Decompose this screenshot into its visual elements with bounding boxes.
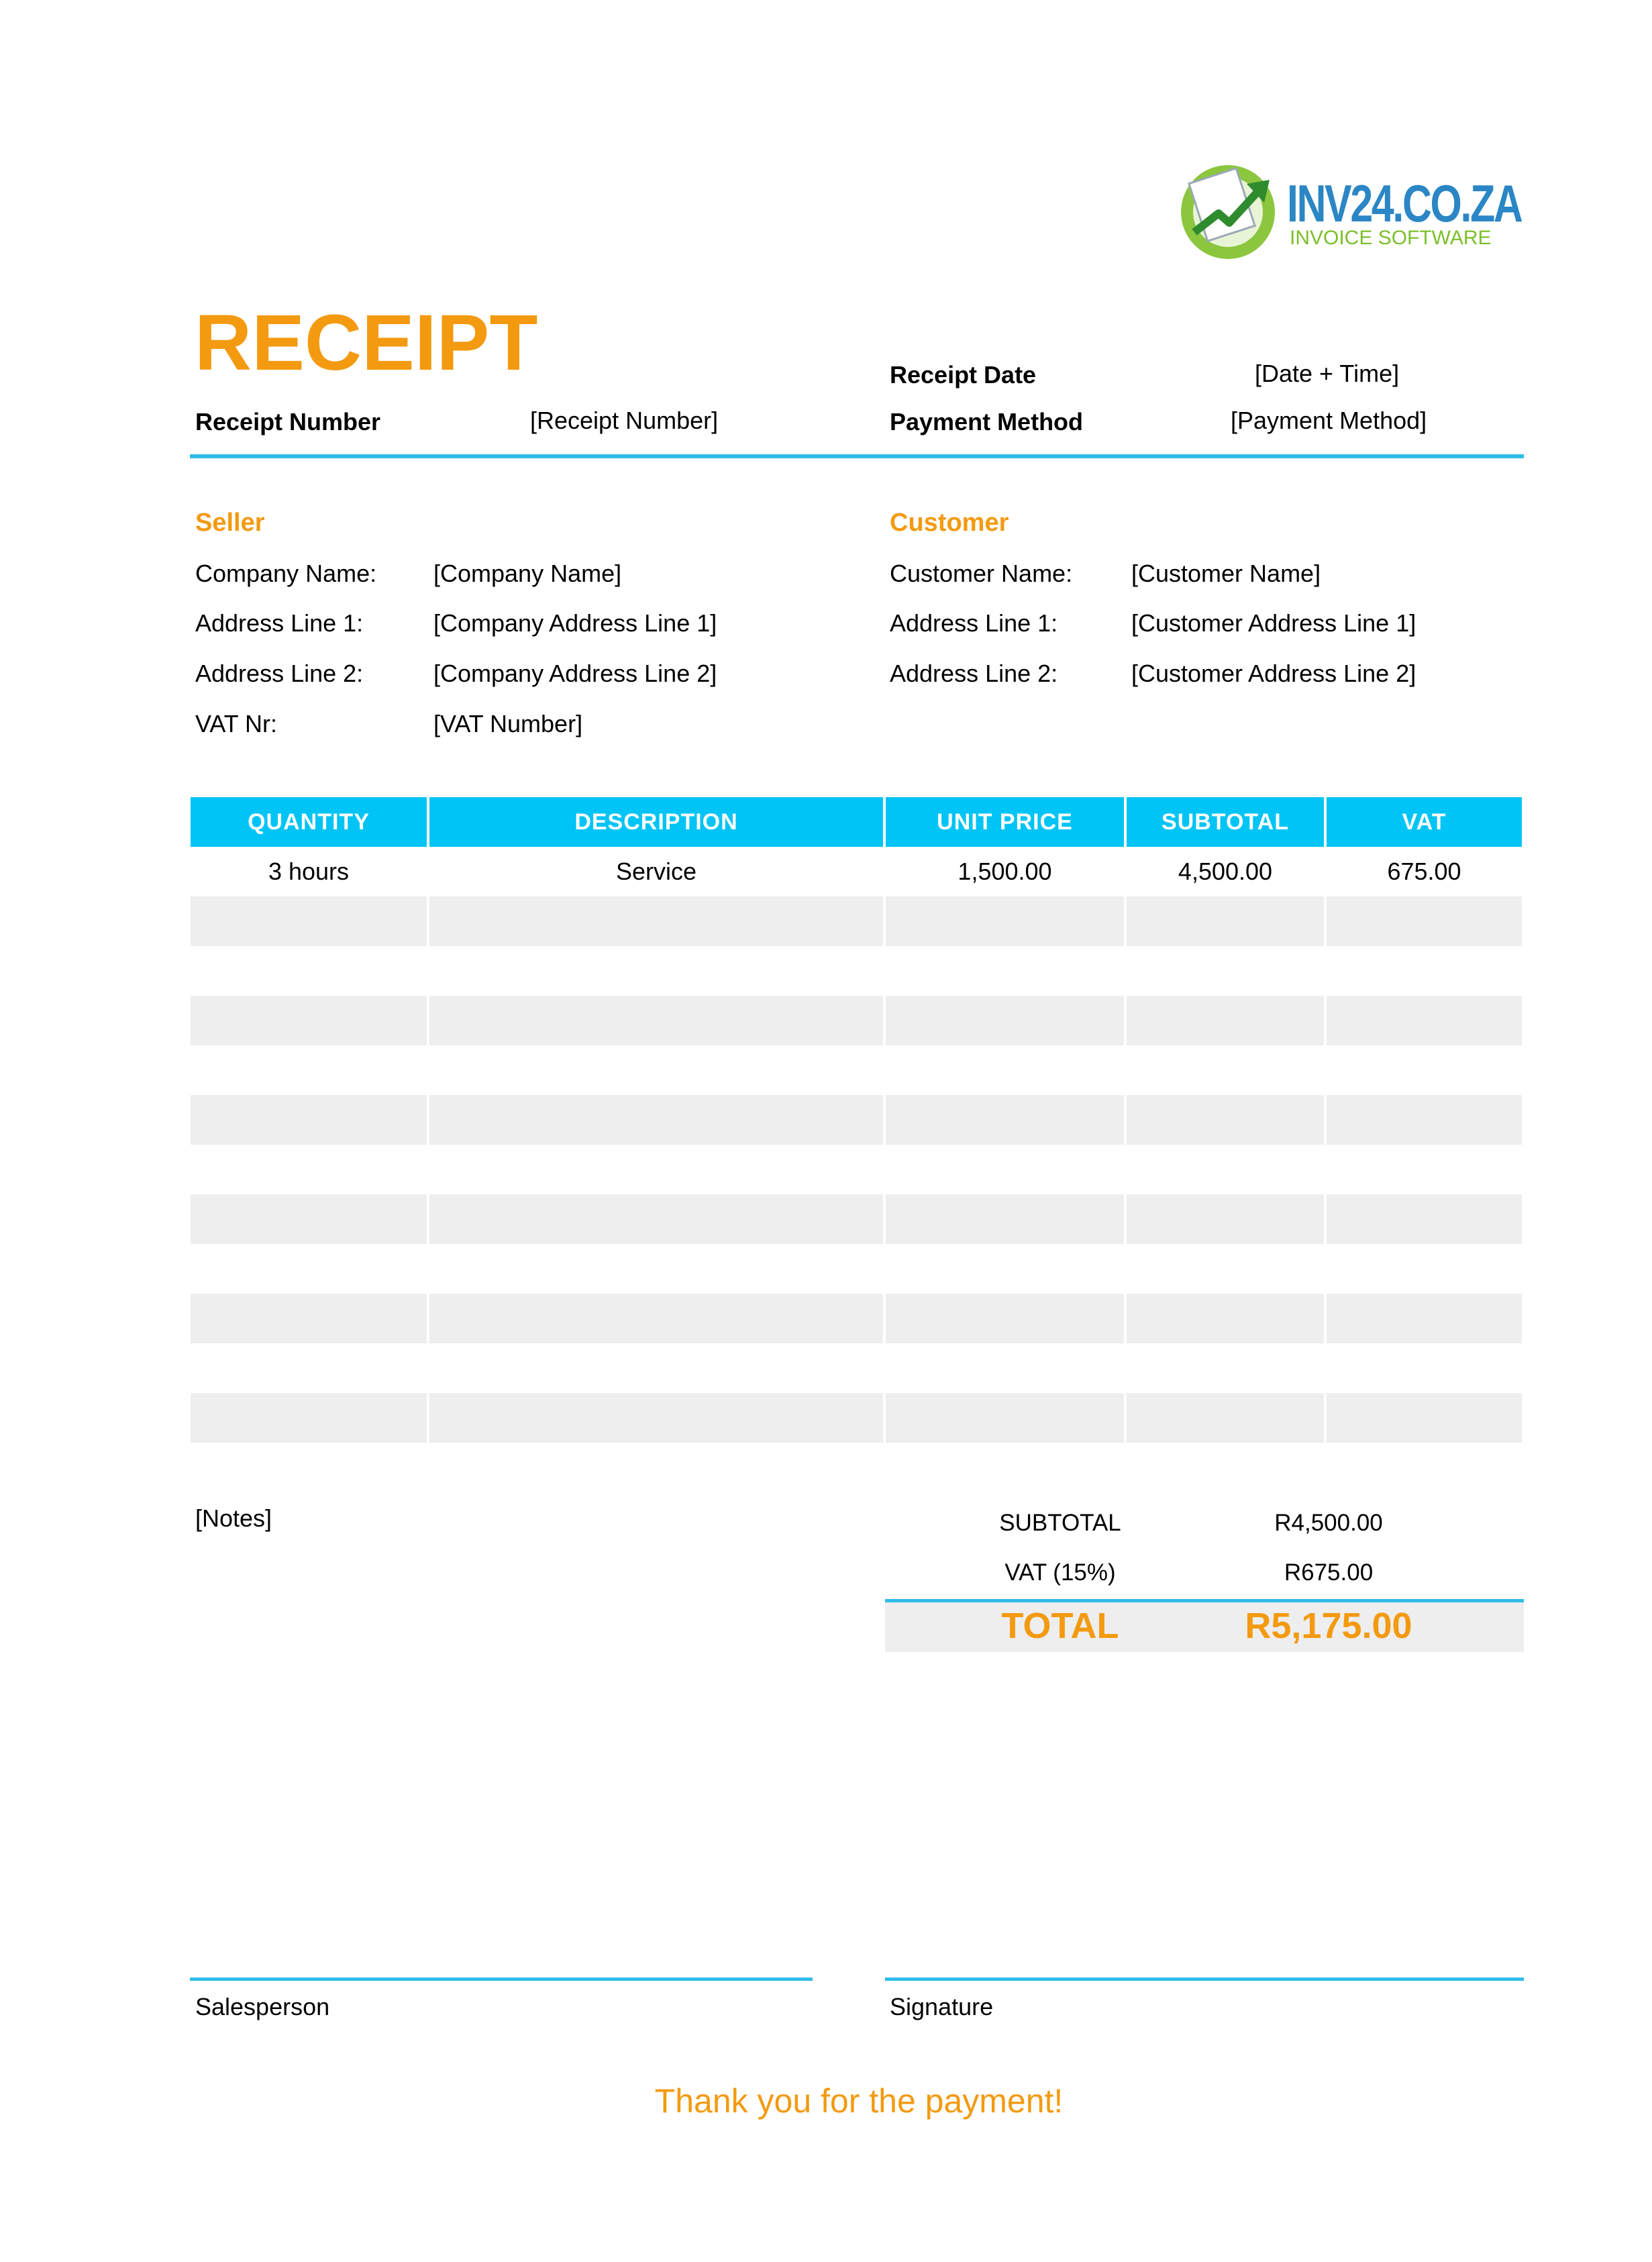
table-cell — [191, 1095, 428, 1145]
table-cell — [191, 1343, 428, 1393]
table-cell — [1125, 1343, 1325, 1393]
table-cell — [1325, 946, 1522, 996]
table-cell — [428, 896, 884, 946]
table-cell — [1325, 1343, 1522, 1393]
table-row — [191, 1294, 1522, 1343]
notes: [Notes] — [195, 1504, 272, 1532]
items-table-body — [191, 847, 1522, 1443]
column-header-quantity: QUANTITY — [191, 797, 428, 847]
table-cell: 675.00 — [1387, 858, 1461, 885]
receipt-date-label: Receipt Date — [890, 361, 1037, 389]
vat-label: VAT (15%) — [1004, 1559, 1116, 1586]
table-cell — [884, 1294, 1125, 1343]
customer-address-2-label: Address Line 2: — [890, 660, 1058, 687]
table-cell: 3 hours — [191, 847, 428, 896]
signature-line — [885, 1977, 1524, 1981]
table-cell — [1325, 1393, 1522, 1443]
table-row — [191, 996, 1522, 1045]
subtotal-label: SUBTOTAL — [999, 1510, 1121, 1536]
table-cell — [884, 946, 1125, 996]
seller-address-2-value: [Company Address Line 2] — [433, 660, 717, 687]
table-cell — [1125, 946, 1325, 996]
table-cell — [884, 1393, 1125, 1443]
customer-name-value: [Customer Name] — [1131, 560, 1321, 587]
table-cell — [428, 1194, 884, 1244]
table-cell — [428, 1343, 884, 1393]
page-title: RECEIPT — [195, 299, 538, 387]
table-cell — [1125, 1194, 1325, 1244]
payment-method-value: [Payment Method] — [1231, 407, 1427, 434]
table-cell — [884, 1145, 1125, 1194]
table-cell — [191, 1045, 428, 1095]
table-cell — [1325, 1095, 1522, 1145]
table-row — [191, 1194, 1522, 1244]
table-cell — [428, 1393, 884, 1443]
company-logo — [1180, 160, 1522, 260]
table-cell — [428, 946, 884, 996]
table-cell — [191, 896, 428, 946]
customer-address-1-label: Address Line 1: — [890, 609, 1058, 637]
table-cell — [884, 1194, 1125, 1244]
table-row — [191, 1145, 1522, 1194]
table-row — [191, 1045, 1522, 1095]
table-cell — [428, 1095, 884, 1145]
table-cell — [1325, 996, 1522, 1045]
table-cell — [428, 1244, 884, 1294]
table-cell — [1325, 1294, 1522, 1343]
table-cell: 4,500.00 — [1125, 847, 1325, 896]
seller-company-name-label: Company Name: — [195, 560, 377, 587]
table-cell — [1125, 1244, 1325, 1294]
customer-heading: Customer — [890, 509, 1009, 537]
table-cell — [884, 1045, 1125, 1095]
table-row — [191, 847, 1522, 896]
seller-address-1-label: Address Line 1: — [195, 609, 364, 637]
table-row — [191, 1393, 1522, 1443]
table-cell — [1325, 896, 1522, 946]
table-cell — [884, 896, 1125, 946]
column-header-unit-price: UNIT PRICE — [884, 797, 1125, 847]
table-cell: Service — [428, 847, 884, 896]
table-cell — [1125, 1145, 1325, 1194]
table-cell — [191, 1294, 428, 1343]
seller-vat-value: [VAT Number] — [433, 710, 583, 737]
customer-address-2-value: [Customer Address Line 2] — [1131, 660, 1416, 687]
subtotal-value: R4,500.00 — [1274, 1510, 1383, 1536]
payment-method-label: Payment Method — [890, 408, 1084, 435]
table-row — [191, 1244, 1522, 1294]
table-cell — [191, 996, 428, 1045]
column-header-description: DESCRIPTION — [428, 797, 884, 847]
table-cell — [191, 1194, 428, 1244]
table-header-row — [191, 797, 1522, 847]
table-cell — [1125, 896, 1325, 946]
table-cell — [1325, 1194, 1522, 1244]
table-cell — [428, 996, 884, 1045]
receipt-number-label: Receipt Number — [195, 408, 381, 435]
column-header-vat: VAT — [1325, 797, 1522, 847]
table-cell — [884, 1343, 1125, 1393]
table-cell — [191, 1244, 428, 1294]
logo-tagline: INVOICE SOFTWARE — [1290, 227, 1492, 249]
table-cell — [1325, 1244, 1522, 1294]
table-cell — [191, 1145, 428, 1194]
table-cell — [884, 1244, 1125, 1294]
table-cell — [428, 1294, 884, 1343]
total-label: TOTAL — [1001, 1606, 1119, 1646]
table-cell — [884, 1095, 1125, 1145]
logo-name: INV24.CO.ZA — [1287, 174, 1522, 233]
table-row — [191, 1343, 1522, 1393]
invoice-chart-icon — [1180, 160, 1280, 260]
total-value: R5,175.00 — [1245, 1606, 1412, 1646]
table-cell — [1125, 1393, 1325, 1443]
seller-heading: Seller — [195, 509, 265, 537]
receipt-number-value: [Receipt Number] — [530, 407, 719, 434]
customer-name-label: Customer Name: — [890, 560, 1073, 587]
seller-vat-label: VAT Nr: — [195, 710, 278, 737]
customer-address-1-value: [Customer Address Line 1] — [1131, 609, 1416, 637]
column-header-subtotal: SUBTOTAL — [1125, 797, 1325, 847]
table-cell — [1325, 1145, 1522, 1194]
salesperson-line — [190, 1977, 813, 1981]
items-table — [191, 797, 1522, 1443]
salesperson-label: Salesperson — [195, 1993, 330, 2020]
seller-address-2-label: Address Line 2: — [195, 660, 364, 687]
table-row — [191, 896, 1522, 946]
table-cell — [1325, 1045, 1522, 1095]
table-row — [191, 1095, 1522, 1145]
table-cell — [1125, 1095, 1325, 1145]
table-cell — [1125, 1045, 1325, 1095]
table-cell: 1,500.00 — [884, 847, 1125, 896]
receipt-date-value: [Date + Time] — [1255, 360, 1400, 387]
table-cell — [1125, 996, 1325, 1045]
table-cell — [191, 1393, 428, 1443]
seller-company-name-value: [Company Name] — [433, 560, 622, 587]
seller-address-1-value: [Company Address Line 1] — [433, 609, 717, 637]
table-row — [191, 946, 1522, 996]
header-divider — [190, 454, 1524, 458]
table-cell — [428, 1145, 884, 1194]
table-cell — [884, 996, 1125, 1045]
vat-value: R675.00 — [1284, 1559, 1374, 1586]
table-cell — [1125, 1294, 1325, 1343]
table-cell — [191, 946, 428, 996]
table-cell — [428, 1045, 884, 1095]
signature-label: Signature — [890, 1993, 994, 2020]
thank-you-message: Thank you for the payment! — [654, 2082, 1064, 2120]
